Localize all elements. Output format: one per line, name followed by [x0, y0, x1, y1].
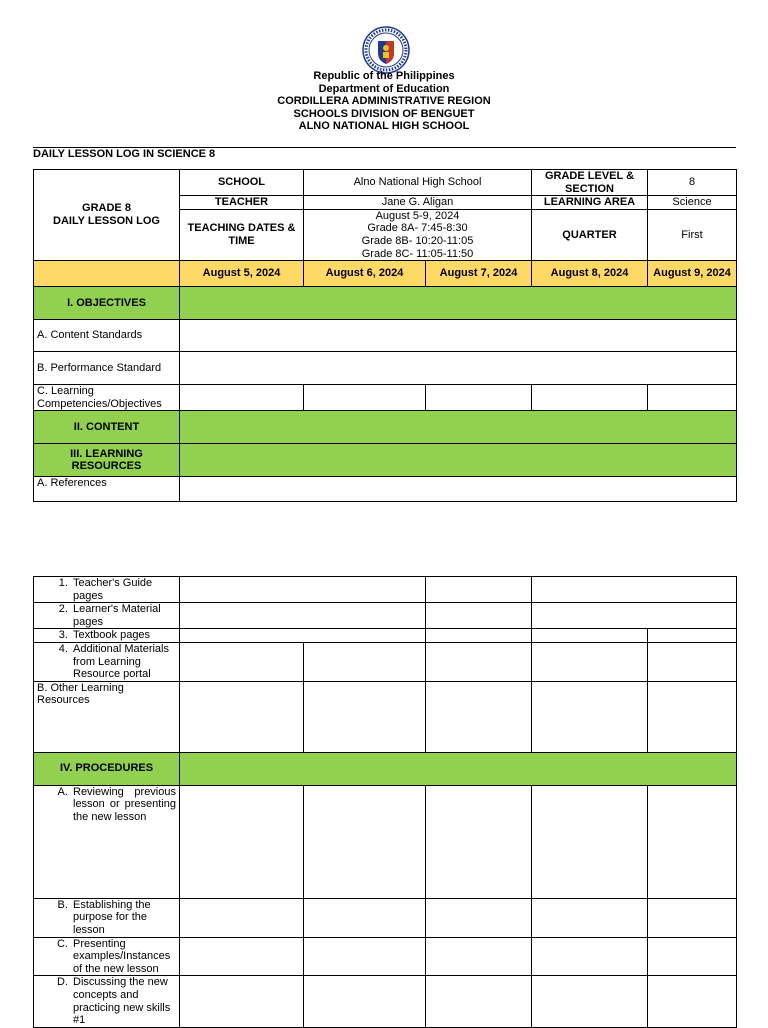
procedure-cell[interactable]	[648, 898, 737, 937]
grade-section-label: GRADE LEVEL & SECTION	[532, 170, 648, 196]
procedure-item-label: A. Reviewing previous lesson or presenting the new lesson	[71, 786, 176, 824]
teacher-label: TEACHER	[180, 196, 304, 210]
resource-item-label: 4. Additional Materials from Learning Resource portal	[71, 643, 176, 681]
competencies-cell[interactable]	[426, 385, 532, 411]
resource-item-label: 2. Learner's Material pages	[71, 603, 176, 628]
performance-standard-label: B. Performance Standard	[34, 352, 180, 385]
page-title: DAILY LESSON LOG IN SCIENCE 8	[33, 148, 216, 160]
days-row-blank	[34, 261, 180, 287]
procedure-cell[interactable]	[648, 785, 737, 898]
competencies-cell[interactable]	[180, 385, 304, 411]
resource-cell[interactable]	[532, 642, 648, 681]
school-label: SCHOOL	[180, 170, 304, 196]
procedure-cell[interactable]	[180, 937, 304, 976]
days-row	[34, 261, 737, 287]
teaching-dates-label: TEACHING DATES & TIME	[180, 209, 304, 260]
other-resources-cell[interactable]	[180, 681, 304, 752]
competencies-cell[interactable]	[648, 385, 737, 411]
procedure-cell[interactable]	[180, 785, 304, 898]
competencies-cell[interactable]	[304, 385, 426, 411]
objectives-heading: I. OBJECTIVES	[34, 287, 180, 320]
other-resources-label: B. Other Learning Resources	[34, 681, 180, 752]
teacher-value: Jane G. Aligan	[304, 196, 532, 210]
other-resources-cell[interactable]	[304, 681, 426, 752]
procedure-cell[interactable]	[304, 937, 426, 976]
teaching-dates-line: Grade 8C- 11:05-11:50	[361, 247, 474, 260]
procedure-cell[interactable]	[426, 898, 532, 937]
learning-resources-heading: III. LEARNING RESOURCES	[34, 444, 180, 477]
procedure-cell[interactable]	[426, 976, 532, 1027]
resource-cell[interactable]	[304, 642, 426, 681]
procedure-cell[interactable]	[304, 898, 426, 937]
content-standards-cell[interactable]	[180, 320, 737, 352]
resource-item	[34, 642, 180, 681]
procedures-heading: IV. PROCEDURES	[34, 752, 180, 785]
grade-label: GRADE 8	[82, 202, 131, 215]
header-line-division: SCHOOLS DIVISION OF BENGUET	[293, 107, 475, 120]
content-fill	[180, 411, 737, 444]
resource-cell[interactable]	[180, 577, 426, 603]
competencies-label: C. Learning Competencies/Objectives	[34, 385, 180, 411]
competencies-cell[interactable]	[532, 385, 648, 411]
school-value: Alno National High School	[304, 170, 532, 196]
other-resources-cell[interactable]	[648, 681, 737, 752]
resource-item	[34, 603, 180, 629]
lesson-log-table-bottom	[33, 576, 737, 1028]
procedure-cell[interactable]	[648, 976, 737, 1027]
procedure-cell[interactable]	[304, 976, 426, 1027]
resource-cell[interactable]	[180, 603, 426, 629]
content-heading: II. CONTENT	[34, 411, 180, 444]
resource-cell[interactable]	[648, 642, 737, 681]
procedure-item-label: B. Establishing the purpose for the lesson	[71, 899, 176, 937]
header-line-region: CORDILLERA ADMINISTRATIVE REGION	[277, 95, 491, 108]
procedure-cell[interactable]	[180, 976, 304, 1027]
day-header: August 9, 2024	[648, 261, 737, 287]
day-header: August 8, 2024	[532, 261, 648, 287]
procedure-item	[34, 937, 180, 976]
learning-resources-fill	[180, 444, 737, 477]
procedure-item	[34, 898, 180, 937]
procedure-cell[interactable]	[532, 976, 648, 1027]
resource-cell[interactable]	[532, 603, 737, 629]
resource-cell[interactable]	[532, 629, 648, 643]
teaching-dates-value	[304, 209, 532, 260]
resource-cell[interactable]	[532, 577, 737, 603]
procedure-cell[interactable]	[532, 937, 648, 976]
procedure-item	[34, 976, 180, 1027]
procedure-cell[interactable]	[426, 937, 532, 976]
learning-area-label: LEARNING AREA	[532, 196, 648, 210]
resource-item	[34, 629, 180, 643]
references-cell[interactable]	[180, 477, 737, 502]
references-label: A. References	[34, 477, 180, 502]
procedures-fill	[180, 752, 737, 785]
resource-cell[interactable]	[426, 629, 532, 643]
resource-cell[interactable]	[426, 603, 532, 629]
header-line-republic: Republic of the Philippines	[313, 70, 455, 82]
document-header	[0, 70, 768, 133]
teaching-dates-line: Grade 8B- 10:20-11:05	[361, 234, 474, 247]
quarter-label: QUARTER	[532, 209, 648, 260]
resource-cell[interactable]	[648, 629, 737, 643]
resource-cell[interactable]	[426, 577, 532, 603]
resource-item-label: 3. Textbook pages	[71, 629, 176, 642]
grade-section-value: 8	[648, 170, 737, 196]
learning-area-value: Science	[648, 196, 737, 210]
header-line-department: Department of Education	[318, 82, 450, 95]
resource-cell[interactable]	[180, 642, 304, 681]
dll-label: DAILY LESSON LOG	[53, 215, 160, 228]
procedure-cell[interactable]	[532, 785, 648, 898]
deped-seal-icon	[362, 26, 410, 74]
grade-dll-cell	[34, 170, 180, 261]
other-resources-cell[interactable]	[426, 681, 532, 752]
header-line-school: ALNO NATIONAL HIGH SCHOOL	[298, 120, 470, 133]
content-standards-label: A. Content Standards	[34, 320, 180, 352]
resource-cell[interactable]	[426, 642, 532, 681]
procedure-cell[interactable]	[426, 785, 532, 898]
resource-item-label: 1. Teacher's Guide pages	[71, 577, 176, 602]
teaching-dates-line: Grade 8A- 7:45-8:30	[367, 222, 468, 235]
resource-cell[interactable]	[180, 629, 426, 643]
performance-standard-cell[interactable]	[180, 352, 737, 385]
procedure-cell[interactable]	[180, 898, 304, 937]
procedure-item-label: C. Presenting examples/Instances of the new lesson	[71, 938, 176, 976]
procedure-cell[interactable]	[304, 785, 426, 898]
quarter-value: First	[648, 209, 737, 260]
day-header: August 6, 2024	[304, 261, 426, 287]
objectives-fill	[180, 287, 737, 320]
lesson-log-table-top	[33, 169, 737, 502]
teaching-dates-line: August 5-9, 2024	[375, 209, 460, 222]
day-header: August 7, 2024	[426, 261, 532, 287]
day-header: August 5, 2024	[180, 261, 304, 287]
procedure-item	[34, 785, 180, 898]
procedure-cell[interactable]	[532, 898, 648, 937]
procedure-item-label: D. Discussing the new concepts and practicing new skills #1	[71, 976, 176, 1026]
other-resources-cell[interactable]	[532, 681, 648, 752]
resource-item	[34, 577, 180, 603]
procedure-cell[interactable]	[648, 937, 737, 976]
